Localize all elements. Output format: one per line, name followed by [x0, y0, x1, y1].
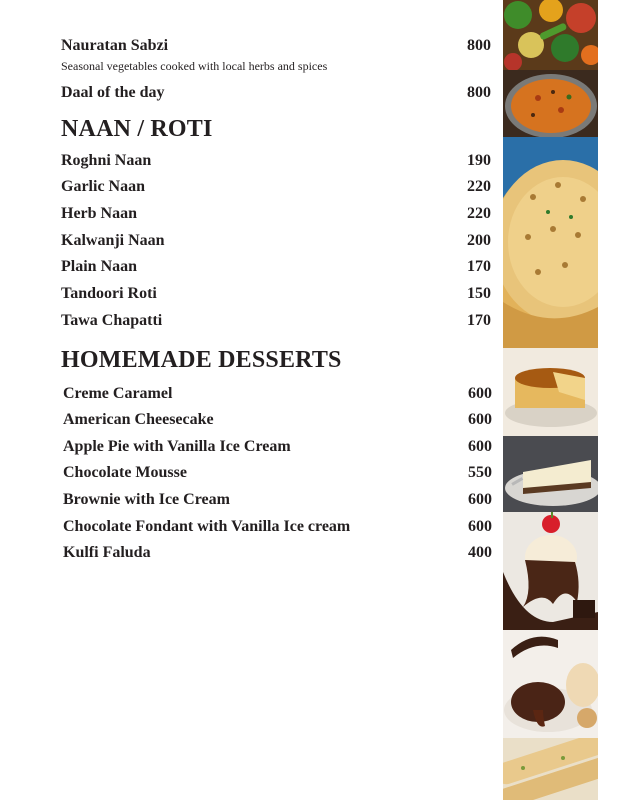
menu-item [63, 518, 492, 540]
item-name: Kulfi Faluda [63, 544, 151, 561]
menu-item-daal [61, 84, 491, 106]
daal-bowl-photo [503, 70, 598, 137]
menu-item [61, 232, 491, 254]
ice-cream-brownie-photo [503, 512, 598, 630]
item-name: Nauratan Sabzi [61, 37, 169, 54]
item-price: 600 [468, 438, 492, 455]
menu-item [61, 152, 491, 174]
section-heading-naan-roti: NAAN / ROTI [61, 116, 213, 142]
item-name: Apple Pie with Vanilla Ice Cream [63, 438, 291, 455]
item-price: 150 [467, 285, 491, 302]
item-name: Chocolate Fondant with Vanilla Ice cream [63, 518, 351, 535]
item-price: 170 [467, 258, 491, 275]
item-price: 200 [467, 232, 491, 249]
menu-item [61, 312, 491, 334]
item-price: 600 [468, 491, 492, 508]
item-price: 550 [468, 464, 492, 481]
item-price: 190 [467, 152, 491, 169]
item-name: Plain Naan [61, 258, 138, 275]
item-price: 400 [468, 544, 492, 561]
item-price: 170 [467, 312, 491, 329]
item-description: Seasonal vegetables cooked with local herbs and spices [61, 59, 328, 73]
item-price: 600 [468, 411, 492, 428]
item-name: American Cheesecake [63, 411, 214, 428]
item-price: 220 [467, 178, 491, 195]
item-price: 600 [468, 518, 492, 535]
item-price: 220 [467, 205, 491, 222]
chocolate-fondant-photo [503, 630, 598, 738]
item-name: Daal of the day [61, 84, 165, 101]
item-name: Chocolate Mousse [63, 464, 187, 481]
item-price: 800 [467, 37, 491, 54]
vegetable-curry-photo [503, 0, 598, 70]
menu-item [63, 411, 492, 433]
menu-item [63, 491, 492, 513]
menu-item-nauratan-sabzi [61, 37, 491, 59]
item-name: Garlic Naan [61, 178, 145, 195]
menu-item [61, 285, 491, 307]
item-name: Kalwanji Naan [61, 232, 165, 249]
naan-bread-photo [503, 137, 598, 348]
item-name: Creme Caramel [63, 385, 173, 402]
section-heading-desserts: HOMEMADE DESSERTS [61, 347, 342, 373]
item-price: 800 [467, 84, 491, 101]
menu-item [61, 258, 491, 280]
cheesecake-photo [503, 436, 598, 512]
creme-caramel-photo [503, 348, 598, 436]
menu-item [63, 544, 492, 566]
item-name: Roghni Naan [61, 152, 152, 169]
menu-item [61, 205, 491, 227]
item-name: Tandoori Roti [61, 285, 157, 302]
menu-item [63, 464, 492, 486]
menu-item [63, 385, 492, 407]
item-name: Brownie with Ice Cream [63, 491, 230, 508]
menu-item [63, 438, 492, 460]
item-name: Tawa Chapatti [61, 312, 163, 329]
menu-item [61, 178, 491, 200]
kulfi-faluda-photo [503, 738, 598, 800]
item-name: Herb Naan [61, 205, 137, 222]
item-price: 600 [468, 385, 492, 402]
